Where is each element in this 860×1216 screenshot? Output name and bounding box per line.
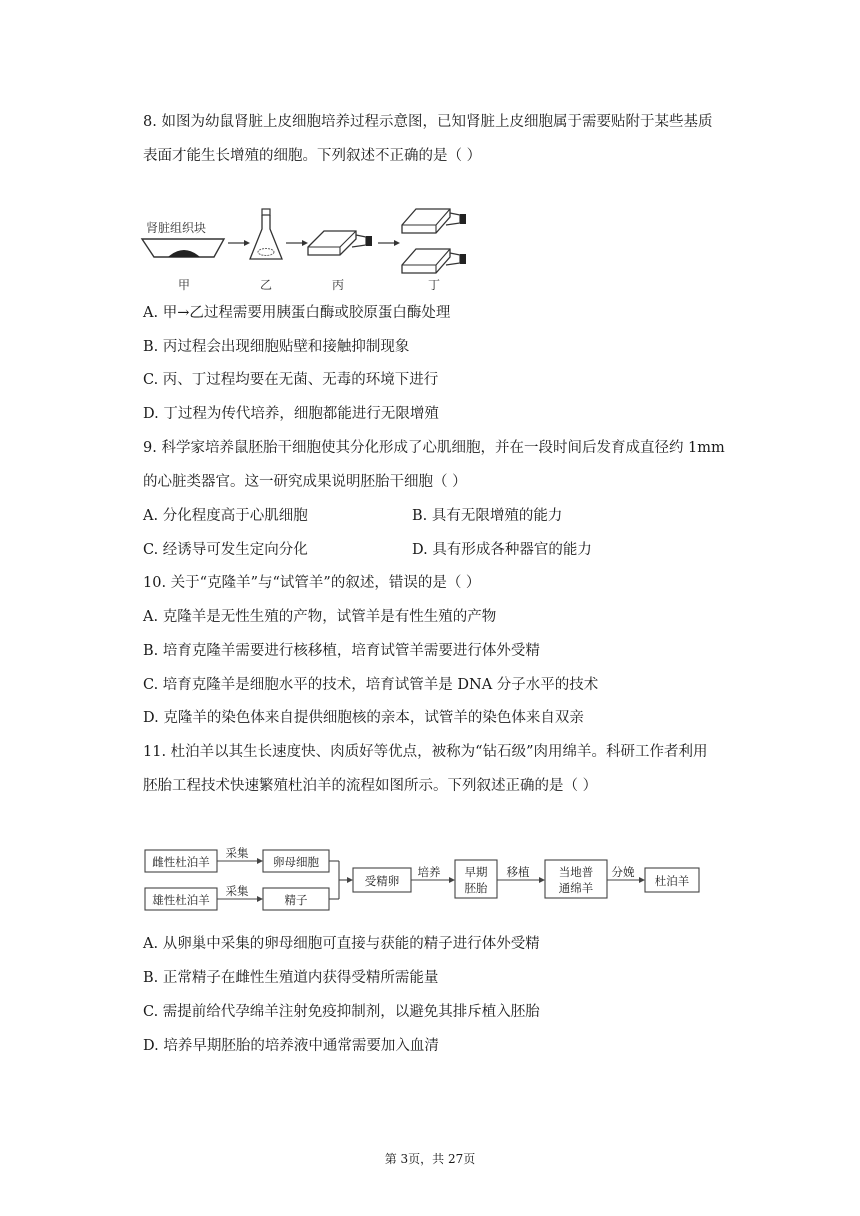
birth-label: 分娩 (611, 865, 635, 879)
q8-stem-line1: 8. 如图为幼鼠肾脏上皮细胞培养过程示意图，已知肾脏上皮细胞属于需要贴附于某些基质 (143, 114, 713, 130)
q11-option-d: D. 培养早期胚胎的培养液中通常需要加入血清 (143, 1038, 439, 1054)
stage-label-bing: 丙 (332, 278, 345, 292)
q9-stem-line1: 9. 科学家培养鼠胚胎干细胞使其分化形成了心肌细胞，并在一段时间后发育成直径约 1mm (143, 440, 725, 456)
embryo-label-2: 胚胎 (464, 881, 488, 895)
q10-option-c: C. 培育克隆羊是细胞水平的技术，培育试管羊是 DNA 分子水平的技术 (143, 677, 599, 693)
q11-stem-line2: 胚胎工程技术快速繁殖杜泊羊的流程如图所示。下列叙述正确的是（ ） (143, 778, 598, 794)
culture-label: 培养 (417, 865, 441, 879)
q10-option-b: B. 培育克隆羊需要进行核移植，培育试管羊需要进行体外受精 (143, 643, 540, 659)
q11-flowchart (143, 842, 733, 918)
q9-stem-line2: 的心脏类器官。这一研究成果说明胚胎干细胞（ ） (143, 474, 467, 490)
stage-label-ding: 丁 (428, 278, 441, 292)
stage-label-jia: 甲 (178, 278, 191, 292)
q11-stem-line1: 11. 杜泊羊以其生长速度快、肉质好等优点，被称为“钻石级”肉用绵羊。科研工作者利用 (143, 744, 708, 760)
embryo-label-1: 早期 (464, 865, 488, 879)
result-label: 杜泊羊 (654, 874, 690, 888)
culture-flask-d-bottom (402, 249, 466, 273)
kidney-block-label: 肾脏组织块 (146, 221, 207, 235)
q8-stem-line2: 表面才能生长增殖的细胞。下列叙述不正确的是（ ） (143, 148, 482, 164)
q10-stem-line1: 10. 关于“克隆羊”与“试管羊”的叙述，错误的是（ ） (143, 575, 481, 591)
q11-option-a: A. 从卵巢中采集的卵母细胞可直接与获能的精子进行体外受精 (143, 936, 540, 952)
kidney-tissue-dish (142, 220, 224, 257)
stage-label-yi: 乙 (260, 278, 273, 292)
zygote-label: 受精卵 (364, 874, 400, 888)
collect-label-2: 采集 (225, 884, 249, 898)
q11-option-c: C. 需提前给代孕绵羊注射免疫抑制剂，以避免其排斥植入胚胎 (143, 1004, 540, 1020)
culture-flask-c (308, 231, 372, 255)
conical-flask (250, 209, 282, 259)
q11-option-b: B. 正常精子在雌性生殖道内获得受精所需能量 (143, 970, 439, 986)
q8-option-c: C. 丙、丁过程均要在无菌、无毒的环境下进行 (143, 372, 439, 388)
female-label: 雌性杜泊羊 (152, 855, 210, 869)
collect-label-1: 采集 (225, 846, 249, 860)
q9-option-a: A. 分化程度高于心肌细胞 (143, 508, 308, 524)
page-footer: 第 3页，共 27页 (384, 1152, 476, 1166)
q9-option-b: B. 具有无限增殖的能力 (412, 508, 563, 524)
q10-option-a: A. 克隆羊是无性生殖的产物，试管羊是有性生殖的产物 (143, 609, 497, 625)
culture-flask-d-top (402, 209, 466, 233)
sperm-label: 精子 (284, 893, 308, 907)
q8-option-d: D. 丁过程为传代培养，细胞都能进行无限增殖 (143, 406, 439, 422)
q10-option-d: D. 克隆羊的染色体来自提供细胞核的亲本，试管羊的染色体来自双亲 (143, 710, 584, 726)
transfer-label: 移植 (506, 865, 530, 879)
male-label: 雄性杜泊羊 (152, 893, 210, 907)
q8-option-a: A. 甲→乙过程需要用胰蛋白酶或胶原蛋白酶处理 (143, 305, 451, 321)
q9-option-d: D. 具有形成各种器官的能力 (412, 542, 592, 558)
q8-culture-figure (140, 205, 480, 295)
local-sheep-label-1: 当地普 (558, 865, 594, 879)
q9-option-c: C. 经诱导可发生定向分化 (143, 542, 308, 558)
oocyte-label: 卵母细胞 (273, 855, 319, 869)
q8-option-b: B. 丙过程会出现细胞贴壁和接触抑制现象 (143, 339, 410, 355)
local-sheep-label-2: 通绵羊 (558, 881, 594, 895)
